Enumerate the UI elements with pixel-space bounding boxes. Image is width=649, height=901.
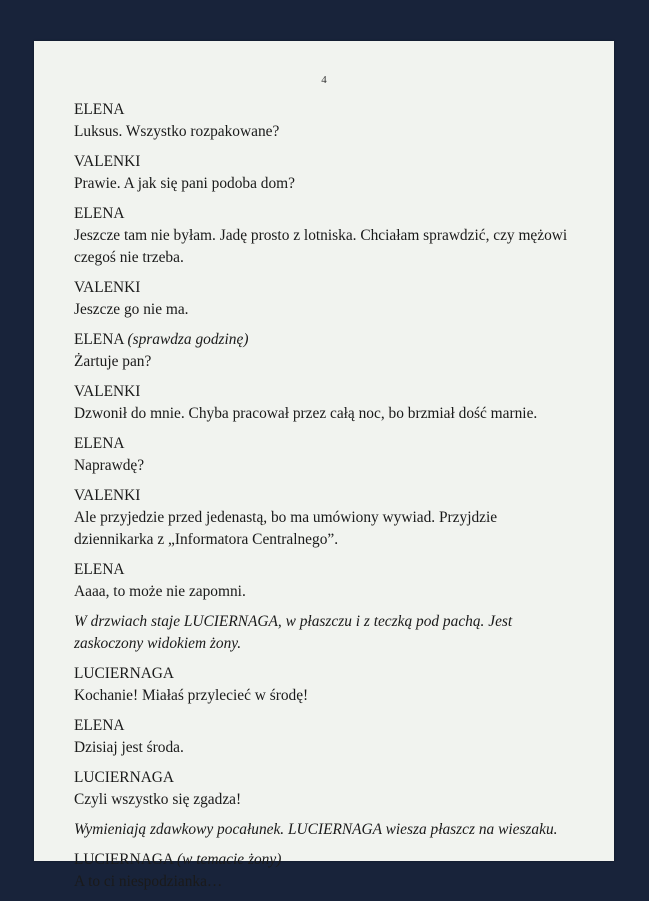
- speaker-line: [74, 559, 584, 581]
- dialogue-block: [74, 329, 584, 373]
- script-page: [34, 41, 614, 890]
- speaker-name: ELENA: [74, 101, 125, 118]
- speaker-name: LUCIERNAGA: [74, 665, 175, 682]
- speaker-name: ELENA: [74, 205, 125, 222]
- dialogue-line: Luksus. Wszystko rozpakowane?: [74, 123, 280, 140]
- dialogue-line: Czyli wszystko się zgadza!: [74, 791, 242, 808]
- parenthetical: (sprawdza godzinę): [127, 331, 249, 348]
- speaker-name: ELENA: [74, 435, 125, 452]
- direction-line: W drzwiach staje LUCIERNAGA, w płaszczu i z teczką pod pachą. Jest: [74, 613, 513, 630]
- speaker-line: [74, 715, 584, 737]
- dialogue-block: [74, 381, 584, 425]
- dialogue-block: [74, 203, 584, 269]
- direction-line: zaskoczony widokiem żony.: [74, 635, 242, 652]
- dialogue-block: [74, 849, 584, 893]
- speaker-name: ELENA: [74, 717, 125, 734]
- speaker-line: [74, 203, 584, 225]
- dialogue-block: [74, 151, 584, 195]
- speaker-name: VALENKI: [74, 383, 141, 400]
- speaker-line: [74, 433, 584, 455]
- page-number: 4: [321, 74, 327, 86]
- dialogue-line: Jeszcze go nie ma.: [74, 301, 189, 318]
- dialogue-block: [74, 663, 584, 707]
- speaker-line: [74, 277, 584, 299]
- speaker-line: [74, 99, 584, 121]
- dialogue-line: Naprawdę?: [74, 457, 145, 474]
- dialogue-line: Żartuje pan?: [74, 353, 152, 370]
- stage-direction: [74, 819, 584, 841]
- speaker-line: [74, 663, 584, 685]
- dialogue-block: [74, 559, 584, 603]
- dialogue-line: Dzisiaj jest środa.: [74, 739, 184, 756]
- dialogue-line: A to ci niespodzianka…: [74, 873, 223, 890]
- speaker-name: VALENKI: [74, 153, 141, 170]
- speaker-line: [74, 849, 584, 871]
- speaker-name: ELENA: [74, 561, 125, 578]
- dialogue-line: Prawie. A jak się pani podoba dom?: [74, 175, 295, 192]
- dialogue-line: Kochanie! Miałaś przylecieć w środę!: [74, 687, 309, 704]
- stage-direction: [74, 611, 584, 655]
- dialogue-block: [74, 277, 584, 321]
- dialogue-line: czegoś nie trzeba.: [74, 249, 184, 266]
- dialogue-block: [74, 715, 584, 759]
- dialogue-line: Dzwonił do mnie. Chyba pracował przez całą noc, bo brzmiał dość marnie.: [74, 405, 538, 422]
- dialogue-block: [74, 485, 584, 551]
- dialogue-line: Ale przyjedzie przed jedenastą, bo ma umówiony wywiad. Przyjdzie: [74, 509, 498, 526]
- speaker-name: VALENKI: [74, 279, 141, 296]
- speaker-name: VALENKI: [74, 487, 141, 504]
- dialogue-block: [74, 767, 584, 811]
- speaker-name: ELENA: [74, 331, 124, 348]
- dialogue-line: Aaaa, to może nie zapomni.: [74, 583, 246, 600]
- dialogue-block: [74, 99, 584, 143]
- parenthetical: (w temacie żony): [177, 851, 282, 868]
- dialogue-block: [74, 433, 584, 477]
- dialogue-line: Jeszcze tam nie byłam. Jadę prosto z lotniska. Chciałam sprawdzić, czy mężowi: [74, 227, 568, 244]
- speaker-name: LUCIERNAGA: [74, 851, 174, 868]
- speaker-name: LUCIERNAGA: [74, 769, 175, 786]
- speaker-line: [74, 381, 584, 403]
- script-body: [74, 99, 584, 901]
- speaker-line: [74, 767, 584, 789]
- speaker-line: [74, 151, 584, 173]
- direction-line: Wymieniają zdawkowy pocałunek. LUCIERNAGA wiesza płaszcz na wieszaku.: [74, 821, 558, 838]
- speaker-line: [74, 485, 584, 507]
- dialogue-line: dziennikarka z „Informatora Centralnego”.: [74, 531, 339, 548]
- speaker-line: [74, 329, 584, 351]
